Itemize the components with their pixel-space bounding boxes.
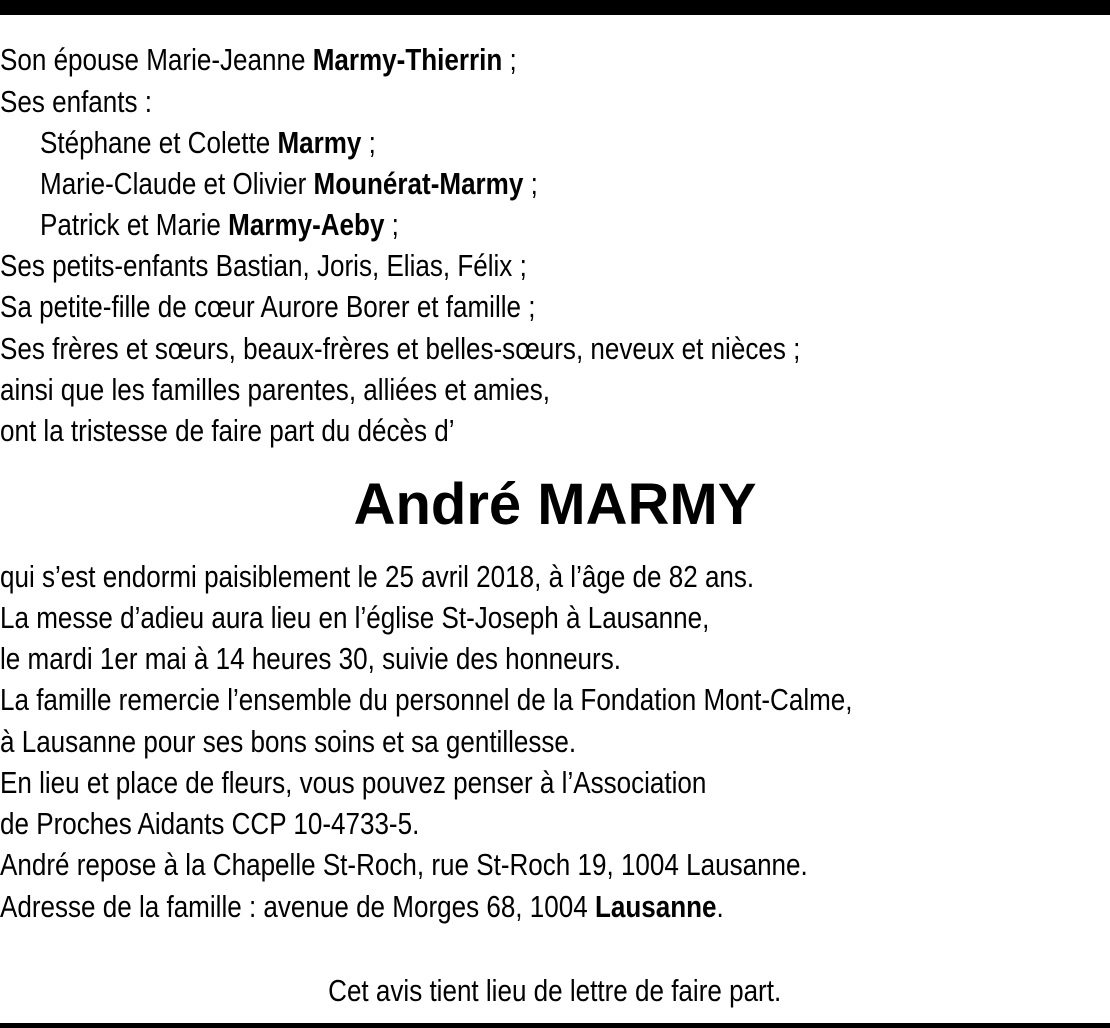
child-surname: Mounérat-Marmy — [313, 166, 524, 201]
spouse-prefix: Son épouse Marie-Jeanne — [0, 42, 306, 77]
child-line — [40, 164, 538, 204]
address-suffix: . — [716, 889, 724, 924]
spouse-suffix: ; — [509, 42, 517, 77]
child-given-names: Marie-Claude et Olivier — [40, 166, 307, 201]
child-given-names: Patrick et Marie — [40, 207, 221, 242]
detail-line: La messe d’adieu aura lieu en l’église St-Joseph à Lausanne, — [0, 600, 710, 635]
bottom-rule — [0, 1023, 1110, 1028]
child-given-names: Stéphane et Colette — [40, 125, 271, 160]
child-suffix: ; — [391, 207, 399, 242]
grandchildren-line: Ses petits-enfants Bastian, Joris, Elias, Félix ; — [0, 248, 527, 283]
address-prefix: Adresse de la famille : avenue de Morges 68, 1004 — [0, 889, 588, 924]
child-line — [40, 205, 399, 245]
children-label: Ses enfants : — [0, 84, 153, 119]
top-rule — [0, 0, 1110, 15]
announcement-line: ont la tristesse de faire part du décès d’ — [0, 413, 455, 448]
child-suffix: ; — [368, 125, 376, 160]
detail-line: qui s’est endormi paisiblement le 25 avril 2018, à l’âge de 82 ans. — [0, 559, 755, 594]
child-surname: Marmy-Aeby — [228, 207, 385, 242]
siblings-line: Ses frères et sœurs, beaux-frères et belles-sœurs, neveux et nièces ; — [0, 331, 801, 366]
detail-line: La famille remercie l’ensemble du personnel de la Fondation Mont-Calme, — [0, 682, 853, 717]
child-surname: Marmy — [277, 125, 362, 160]
spouse-surname: Marmy-Thierrin — [312, 42, 503, 77]
deceased-name: André MARMY — [353, 472, 757, 537]
detail-line: de Proches Aidants CCP 10-4733-5. — [0, 806, 420, 841]
child-suffix: ; — [530, 166, 538, 201]
footer-note-container — [0, 971, 1110, 1011]
detail-line: le mardi 1er mai à 14 heures 30, suivie des honneurs. — [0, 641, 621, 676]
footer-note: Cet avis tient lieu de lettre de faire part. — [328, 973, 782, 1008]
detail-line: André repose à la Chapelle St-Roch, rue St-Roch 19, 1004 Lausanne. — [0, 847, 808, 882]
family-address-line — [0, 887, 724, 927]
goddaughter-line: Sa petite-fille de cœur Aurore Borer et famille ; — [0, 289, 536, 324]
spouse-line — [0, 40, 517, 80]
detail-line: En lieu et place de fleurs, vous pouvez penser à l’Association — [0, 765, 707, 800]
address-city: Lausanne — [594, 889, 717, 924]
detail-line: à Lausanne pour ses bons soins et sa gentillesse. — [0, 724, 577, 759]
relatives-line: ainsi que les familles parentes, alliées et amies, — [0, 372, 551, 407]
child-line — [40, 123, 376, 163]
